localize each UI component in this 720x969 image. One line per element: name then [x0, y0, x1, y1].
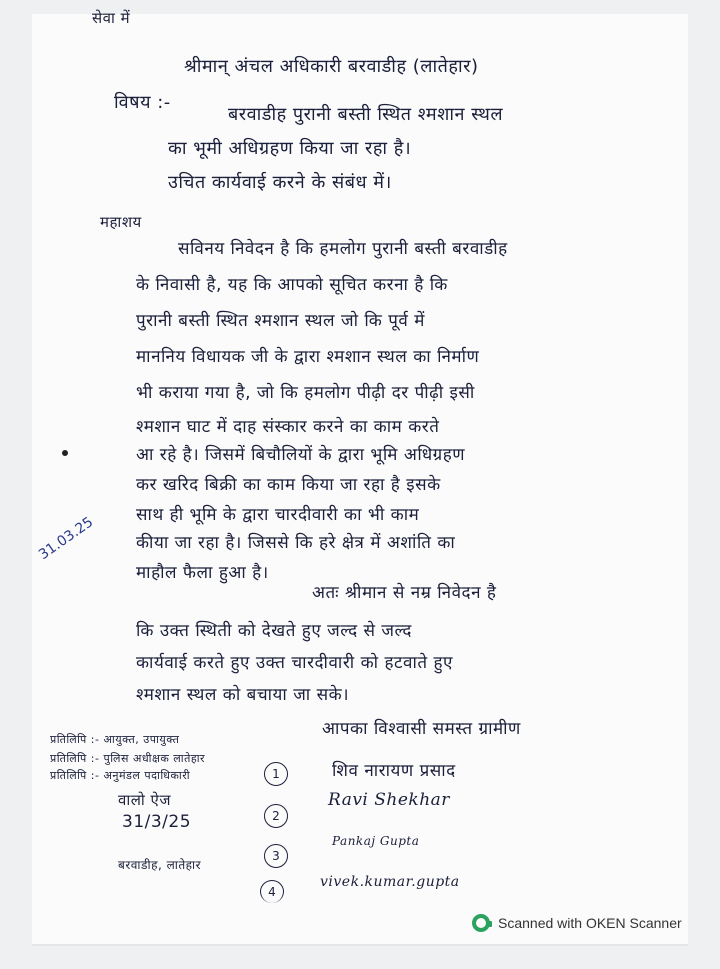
subject-line-2: का भूमी अधिग्रहण किया जा रहा है। — [168, 138, 412, 159]
subject-line-3: उचित कार्यवाई करने के संबंध में। — [168, 172, 392, 193]
oken-scanner-logo-icon — [472, 914, 490, 932]
closing-line: आपका विश्वासी समस्त ग्रामीण — [322, 719, 521, 739]
office-copy-line: प्रतिलिपि :- पुलिस अधीक्षक लातेहार — [50, 752, 206, 765]
signature-number: 1 — [264, 762, 288, 786]
salutation: महाशय — [100, 213, 142, 231]
receipt-stamp-date: 31/3/25 — [122, 812, 192, 832]
body-line: कार्यवाई करते हुए उक्त चारदीवारी को हटवाते हुए — [136, 653, 453, 673]
subject-label: विषय :- — [114, 92, 171, 113]
body-line: कर खरिद बिक्री का काम किया जा रहा है इसके — [136, 475, 441, 495]
body-line: श्मशान घाट में दाह संस्कार करने का काम करते — [136, 417, 440, 437]
body-line: श्मशान स्थल को बचाया जा सके। — [136, 685, 350, 705]
body-line: अतः श्रीमान से नम्र निवेदन है — [312, 583, 497, 603]
body-line: के निवासी है, यह कि आपको सूचित करना है कि — [136, 275, 448, 295]
signature-number: 2 — [264, 804, 288, 828]
signature-number: 4 — [260, 880, 284, 903]
body-line: आ रहे है। जिसमें बिचौलियों के द्वारा भूमि अधिग्रहण — [136, 445, 466, 465]
scanned-letter-page — [32, 9, 688, 946]
margin-date-stamp: 31.03.25 — [36, 514, 97, 564]
signature-name: शिव नारायण प्रसाद — [332, 761, 456, 781]
office-copy-line: प्रतिलिपि :- अनुमंडल पदाधिकारी — [50, 769, 191, 782]
signature-number: 3 — [264, 844, 288, 868]
letter-prefix: सेवा में — [92, 9, 131, 27]
body-line: कि उक्त स्थिती को देखते हुए जल्द से जल्द — [136, 621, 412, 641]
scanner-badge — [472, 914, 682, 932]
subject-line-1: बरवाडीह पुरानी बस्ती स्थित श्मशान स्थल — [228, 104, 504, 125]
office-copy-line: प्रतिलिपि :- आयुक्त, उपायुक्त — [50, 733, 180, 746]
body-line: भी कराया गया है, जो कि हमलोग पीढ़ी दर पीढ़ी इसी — [136, 383, 475, 403]
receipt-stamp-office: बरवाडीह, लातेहार — [118, 858, 202, 872]
body-line: साथ ही भूमि के द्वारा चारदीवारी का भी काम — [136, 505, 420, 525]
body-line: कीया जा रहा है। जिससे कि हरे क्षेत्र में अशांति का — [136, 533, 456, 553]
signature-name: Pankaj Gupta — [332, 834, 420, 848]
signature-name: vivek.kumar.gupta — [320, 874, 460, 890]
body-line: माननिय विधायक जी के द्वारा श्मशान स्थल का निर्माण — [136, 347, 480, 367]
body-line: माहौल फैला हुआ है। — [136, 563, 269, 583]
body-line: पुरानी बस्ती स्थित श्मशान स्थल जो कि पूर्व में — [136, 311, 425, 331]
body-line: सविनय निवेदन है कि हमलोग पुरानी बस्ती बरवाडीह — [178, 239, 508, 259]
signature-name: Ravi Shekhar — [328, 790, 450, 810]
stray-ink-mark — [62, 450, 68, 456]
receipt-stamp-line: वालो ऐज — [118, 791, 171, 809]
scanner-badge-text: Scanned with OKEN Scanner — [498, 915, 682, 931]
recipient-line: श्रीमान् अंचल अधिकारी बरवाडीह (लातेहार) — [184, 56, 479, 77]
